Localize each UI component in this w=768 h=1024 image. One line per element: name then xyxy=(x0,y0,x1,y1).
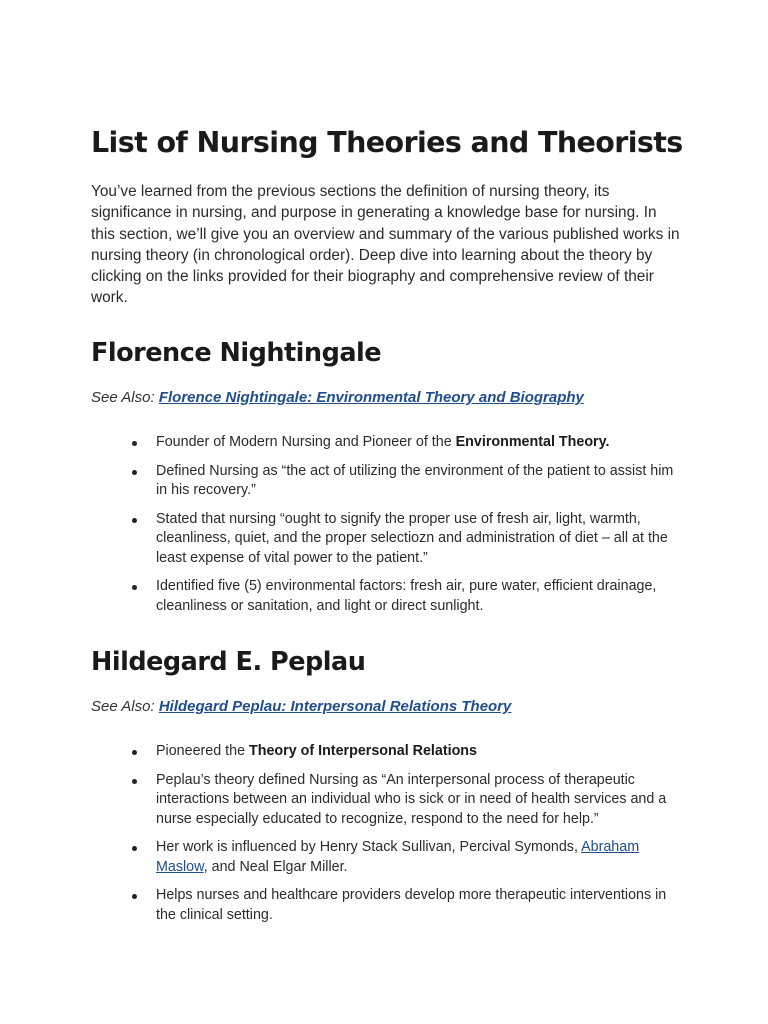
see-also-peplau xyxy=(91,697,511,717)
list-item-text: Her work is influenced by Henry Stack Sullivan, Percival Symonds, xyxy=(156,839,582,855)
list-item-text: Helps nurses and healthcare providers develop more therapeutic interventions in the clinical setting. xyxy=(156,887,667,923)
bullet-icon xyxy=(132,585,137,590)
list-item-text: Stated that nursing “ought to signify the proper use of fresh air, light, warmth, cleanliness, quiet, and the proper selectiozn and administration of diet – all at the least expense of vital power to the patient.” xyxy=(156,510,668,566)
bullet-icon xyxy=(132,441,137,446)
peplau-bullet-list xyxy=(91,742,683,934)
intro-paragraph: You’ve learned from the previous sections the definition of nursing theory, its significance in nursing, and purpose in generating a knowledge base for nursing. In this section, we’ll give you an overview and summary of the various published works in nursing theory (in chronological order). Deep dive into learning about the theory by clicking on the links provided for their biography and comprehensive review of their work. xyxy=(91,183,680,307)
nightingale-bullet-list xyxy=(91,433,683,625)
list-item xyxy=(91,838,683,877)
bullet-icon xyxy=(132,894,137,899)
list-item xyxy=(91,771,683,830)
list-item xyxy=(91,510,683,569)
bullet-icon xyxy=(132,470,137,475)
section-heading-nightingale: Florence Nightingale xyxy=(91,338,382,368)
bullet-icon xyxy=(132,846,137,851)
nightingale-theory-link[interactable]: Florence Nightingale: Environmental Theory and Biography xyxy=(158,389,584,406)
see-also-nightingale xyxy=(91,388,584,408)
list-item xyxy=(91,462,683,501)
list-item-text: Pioneered the xyxy=(156,743,249,759)
list-item-text: Founder of Modern Nursing and Pioneer of the xyxy=(156,434,456,450)
see-also-label: See Also: xyxy=(91,698,159,715)
list-item xyxy=(91,577,683,616)
page-title: List of Nursing Theories and Theorists xyxy=(91,126,683,159)
list-item-text: Peplau’s theory defined Nursing as “An interpersonal process of therapeutic interactions between an individual who is sick or in need of health services and a nurse especially educated to recognize, respond to the need for help.” xyxy=(156,771,667,827)
list-item xyxy=(91,433,683,453)
list-item-text: , and Neal Elgar Miller. xyxy=(203,858,348,875)
list-item-text: Identified five (5) environmental factors: fresh air, pure water, efficient drainage, cleanliness or sanitation, and light or direct sunlight. xyxy=(156,578,657,614)
bullet-icon xyxy=(132,518,137,523)
bullet-icon xyxy=(132,779,137,784)
list-item xyxy=(91,742,683,762)
maslow-link[interactable]: Abraham Maslow xyxy=(156,839,640,875)
section-heading-peplau: Hildegard E. Peplau xyxy=(91,647,366,677)
peplau-theory-link[interactable]: Hildegard Peplau: Interpersonal Relations Theory xyxy=(158,698,512,715)
see-also-label: See Also: xyxy=(91,389,159,406)
bullet-icon xyxy=(132,750,137,755)
list-item-text: Defined Nursing as “the act of utilizing the environment of the patient to assist him in his recovery.” xyxy=(156,462,674,498)
list-item-emphasis: Environmental Theory. xyxy=(455,434,610,450)
list-item-emphasis: Theory of Interpersonal Relations xyxy=(249,743,477,759)
list-item xyxy=(91,886,683,925)
